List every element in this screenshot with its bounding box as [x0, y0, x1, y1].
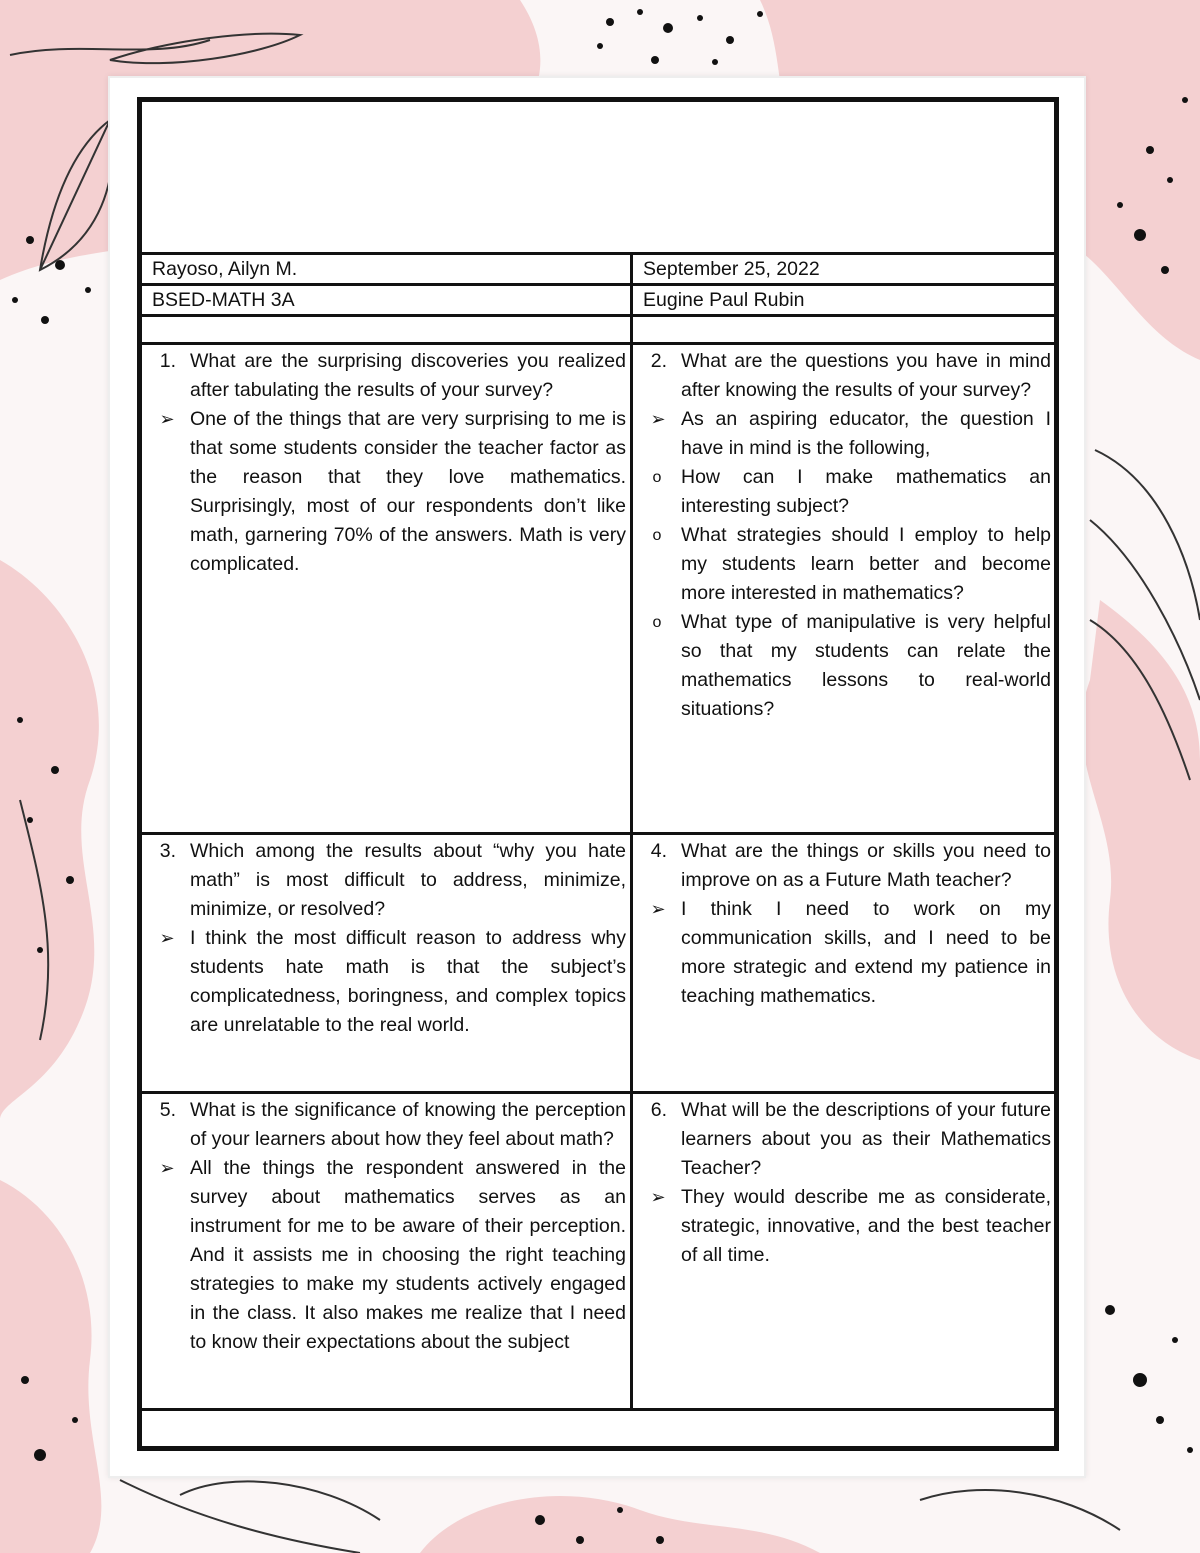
question-block-1 [142, 347, 626, 579]
circle-bullet-icon: o [652, 469, 662, 486]
rule [142, 342, 1054, 345]
question-text: What are the things or skills you need to improve on as a Future Math teacher? [681, 840, 1051, 891]
question-number: 6. [650, 1099, 667, 1121]
question-block-4 [633, 837, 1051, 1011]
arrow-bullet-icon: ➢ [159, 409, 175, 429]
date: September 25, 2022 [643, 258, 820, 280]
answer-text: One of the things that are very surprising to me is that some students consider the teacher factor as the reason that they love mathematics. Surprisingly, most of our respondents don’t like math, garnering 70% of the answers. Math is very complicated. [190, 408, 626, 575]
arrow-bullet-icon: ➢ [159, 928, 175, 948]
arrow-bullet-icon: ➢ [159, 1158, 175, 1178]
rule [142, 314, 1054, 317]
question-block-5 [142, 1096, 626, 1406]
course-section: BSED-MATH 3A [152, 289, 295, 311]
question-block-2 [633, 347, 1051, 724]
question-number: 4. [650, 840, 667, 862]
circle-bullet-icon: o [652, 527, 662, 544]
question-text: What will be the descriptions of your future learners about you as their Mathematics Teacher? [681, 1099, 1051, 1179]
question-text: Which among the results about “why you hate math” is most difficult to address, minimize, minimize, or resolved? [190, 840, 626, 920]
student-name: Rayoso, Ailyn M. [152, 258, 298, 280]
rule [142, 1091, 1054, 1094]
answer-text: As an aspiring educator, the question I have in mind is the following, [681, 408, 1051, 459]
question-number: 2. [650, 350, 667, 372]
answer-text: All the things the respondent answered in the survey about mathematics serves as an instrument for me to be aware of their perception. And it assists me in choosing the right teaching strategies to make my students actively engaged in the class. It also makes me realize that I need to know their expectations about the subject [190, 1157, 626, 1353]
arrow-bullet-icon: ➢ [650, 899, 666, 919]
question-number: 5. [159, 1099, 176, 1121]
instructor-name: Eugine Paul Rubin [643, 289, 805, 311]
sub-item-text: What strategies should I employ to help my students learn better and become more interested in mathematics? [681, 524, 1051, 604]
question-block-3 [142, 837, 626, 1040]
rule [142, 1408, 1054, 1411]
answer-text: I think the most difficult reason to address why students hate math is that the subject’s complicatedness, boringness, and complex topics are unrelatable to the real world. [190, 927, 626, 1036]
arrow-bullet-icon: ➢ [650, 1187, 666, 1207]
question-block-6 [633, 1096, 1051, 1270]
question-number: 3. [159, 840, 176, 862]
question-text: What is the significance of knowing the perception of your learners about how they feel about math? [190, 1099, 626, 1150]
circle-bullet-icon: o [652, 614, 662, 631]
question-text: What are the surprising discoveries you realized after tabulating the results of your survey? [190, 350, 626, 401]
arrow-bullet-icon: ➢ [650, 409, 666, 429]
question-number: 1. [159, 350, 176, 372]
sub-item-text: What type of manipulative is very helpful so that my students can relate the mathematics lessons to real-world situations? [681, 611, 1051, 720]
answer-text: They would describe me as considerate, strategic, innovative, and the best teacher of all time. [681, 1186, 1051, 1266]
rule [142, 832, 1054, 835]
answer-text: I think I need to work on my communication skills, and I need to be more strategic and extend my patience in teaching mathematics. [681, 898, 1051, 1007]
sub-item-text: How can I make mathematics an interesting subject? [681, 466, 1051, 517]
reflection-sheet [137, 97, 1059, 1451]
question-text: What are the questions you have in mind after knowing the results of your survey? [681, 350, 1051, 401]
